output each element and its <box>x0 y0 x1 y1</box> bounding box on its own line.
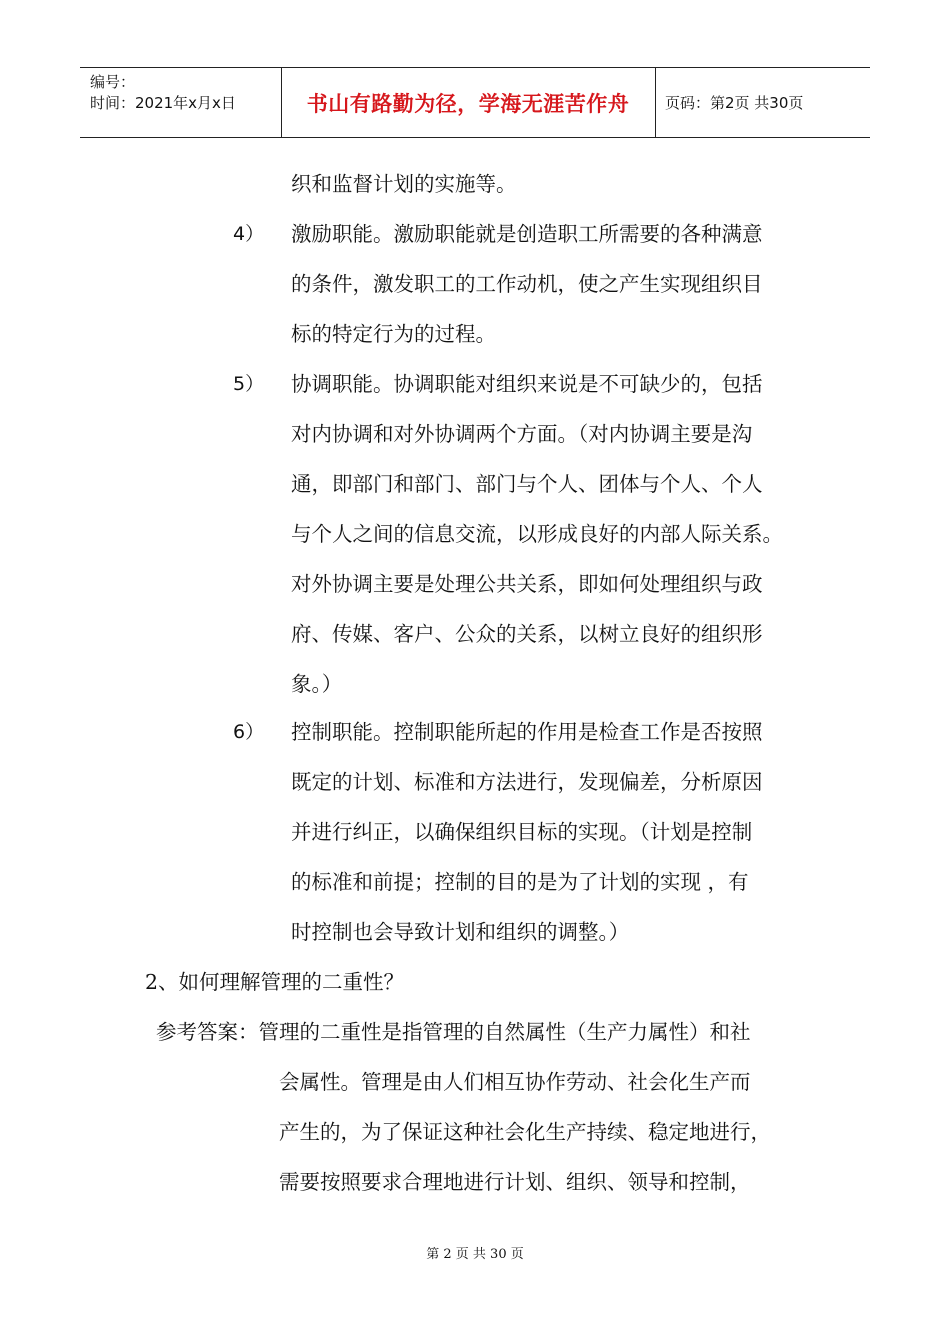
item-number-5: 5） <box>233 373 265 395</box>
text-line: 与个人之间的信息交流，以形成良好的内部人际关系。 <box>291 522 783 546</box>
text-line: 对外协调主要是处理公共关系，即如何处理组织与政 <box>291 572 763 596</box>
text-line: 控制职能。控制职能所起的作用是检查工作是否按照 <box>291 720 763 744</box>
text-line: 需要按照要求合理地进行计划、组织、领导和控制， <box>279 1170 751 1194</box>
text-line: 产生的，为了保证这种社会化生产持续、稳定地进行， <box>279 1120 771 1144</box>
header-motto: 书山有路勤为径，学海无涯苦作舟 <box>281 68 656 137</box>
text-line: 并进行纠正，以确保组织目标的实现。（计划是控制 <box>291 820 753 844</box>
text-line: 既定的计划、标准和方法进行，发现偏差，分析原因 <box>291 770 763 794</box>
time-label: 时间：2021年x月x日 <box>90 94 236 112</box>
text-line: 协调职能。协调职能对组织来说是不可缺少的，包括 <box>291 372 763 396</box>
header-page-info: 页码：第2页 共30页 <box>665 94 804 112</box>
question-heading: 2、如何理解管理的二重性？ <box>145 970 405 994</box>
answer-first-line: 参考答案：管理的二重性是指管理的自然属性（生产力属性）和社 <box>156 1020 751 1044</box>
item-number-4: 4） <box>233 223 265 245</box>
text-line: 时控制也会导致计划和组织的调整。） <box>291 920 630 944</box>
page-header <box>80 67 870 138</box>
text-line: 会属性。管理是由人们相互协作劳动、社会化生产而 <box>279 1070 751 1094</box>
text-line: 象。） <box>291 672 343 696</box>
text-line: 标的特定行为的过程。 <box>291 322 496 346</box>
text-line: 的条件，激发职工的工作动机，使之产生实现组织目 <box>291 272 763 296</box>
item-number-6: 6） <box>233 721 265 743</box>
text-line: 府、传媒、客户、公众的关系，以树立良好的组织形 <box>291 622 763 646</box>
text-line: 通，即部门和部门、部门与个人、团体与个人、个人 <box>291 472 763 496</box>
page-footer: 第 2 页 共 30 页 <box>426 1247 524 1262</box>
header-left-cell <box>80 68 282 137</box>
text-line: 对内协调和对外协调两个方面。（对内协调主要是沟 <box>291 422 753 446</box>
text-line: 激励职能。激励职能就是创造职工所需要的各种满意 <box>291 222 763 246</box>
text-line: 织和监督计划的实施等。 <box>291 172 517 196</box>
text-line: 的标准和前提；控制的目的是为了计划的实现 ，有 <box>291 870 749 894</box>
number-label: 编号： <box>90 73 136 91</box>
